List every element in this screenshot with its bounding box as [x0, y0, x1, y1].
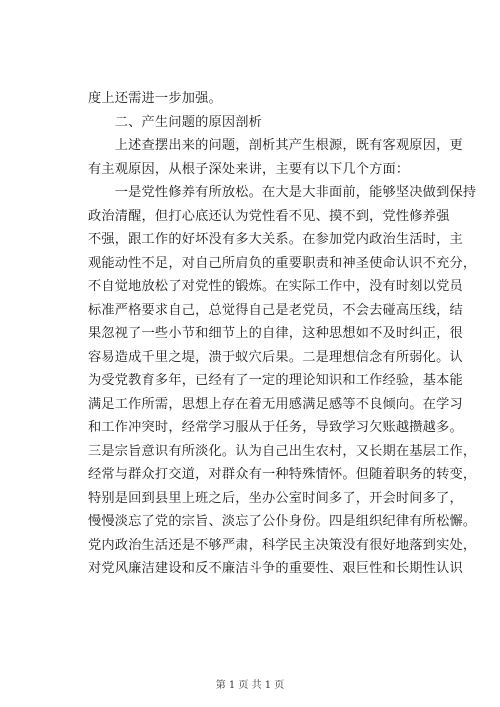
- text-line: 为受党教育多年，已经有了一定的理论知识和工作经验，基本能: [88, 373, 463, 388]
- text-line: 党内政治生活还是不够严肃，科学民主决策没有很好地落到实处，: [88, 537, 477, 553]
- text-line: 对党风廉洁建设和反不廉洁斗争的重要性、艰巨性和长期性认识: [88, 561, 463, 576]
- page-number: 第 1 页 共 1 页: [215, 680, 285, 691]
- text-line: 不强，跟工作的好坏没有多大关系。在参加党内政治生活时，主: [88, 232, 463, 247]
- text-line: 满足工作所需，思想上存在着无用感满足感等不良倾向。在学习: [88, 396, 463, 412]
- section-heading: 二、产生问题的原因剖析: [88, 114, 263, 130]
- text-line: 果忽视了一些小节和细节上的自律，这种思想如不及时纠正，很: [88, 326, 463, 341]
- text-line: 有主观原因，从根子深处来讲，主要有以下几个方面：: [88, 161, 410, 177]
- text-line: 慢慢淡忘了党的宗旨、淡忘了公仆身份。四是组织纪律有所松懈。: [88, 514, 477, 529]
- document-body: [88, 87, 477, 581]
- text-line: 标准严格要求自己，总觉得自己是老党员，不会去碰高压线，结: [88, 302, 463, 318]
- text-line: 容易造成千里之堤，溃于蚁穴后果。二是理想信念有所弱化。认: [88, 349, 463, 365]
- text-line: 三是宗旨意识有所淡化。认为自己出生农村，又长期在基层工作，: [88, 443, 477, 459]
- page-footer: [0, 676, 500, 691]
- text-line: 上述查摆出来的问题，剖析其产生根源，既有客观原因，更: [88, 138, 463, 153]
- text-line: 不自觉地放松了对党性的锻炼。在实际工作中，没有时刻以党员: [88, 279, 463, 294]
- text-line: 一是党性修养有所放松。在大是大非面前，能够坚决做到保持: [88, 185, 477, 200]
- text-line: 政治清醒，但打心底还认为党性看不见、摸不到，党性修养强: [88, 208, 450, 224]
- text-line: 和工作冲突时，经常学习服从于任务，导致学习欠账越攒越多。: [88, 420, 463, 435]
- text-line: 观能动性不足，对自己所肩负的重要职责和神圣使命认识不充分，: [88, 255, 477, 271]
- text-line: 度上还需进一步加强。: [88, 91, 222, 106]
- text-line: 经常与群众打交道，对群众有一种特殊情怀。但随着职务的转变，: [88, 467, 477, 482]
- text-line: 特别是回到县里上班之后，坐办公室时间多了，开会时间多了，: [88, 490, 463, 506]
